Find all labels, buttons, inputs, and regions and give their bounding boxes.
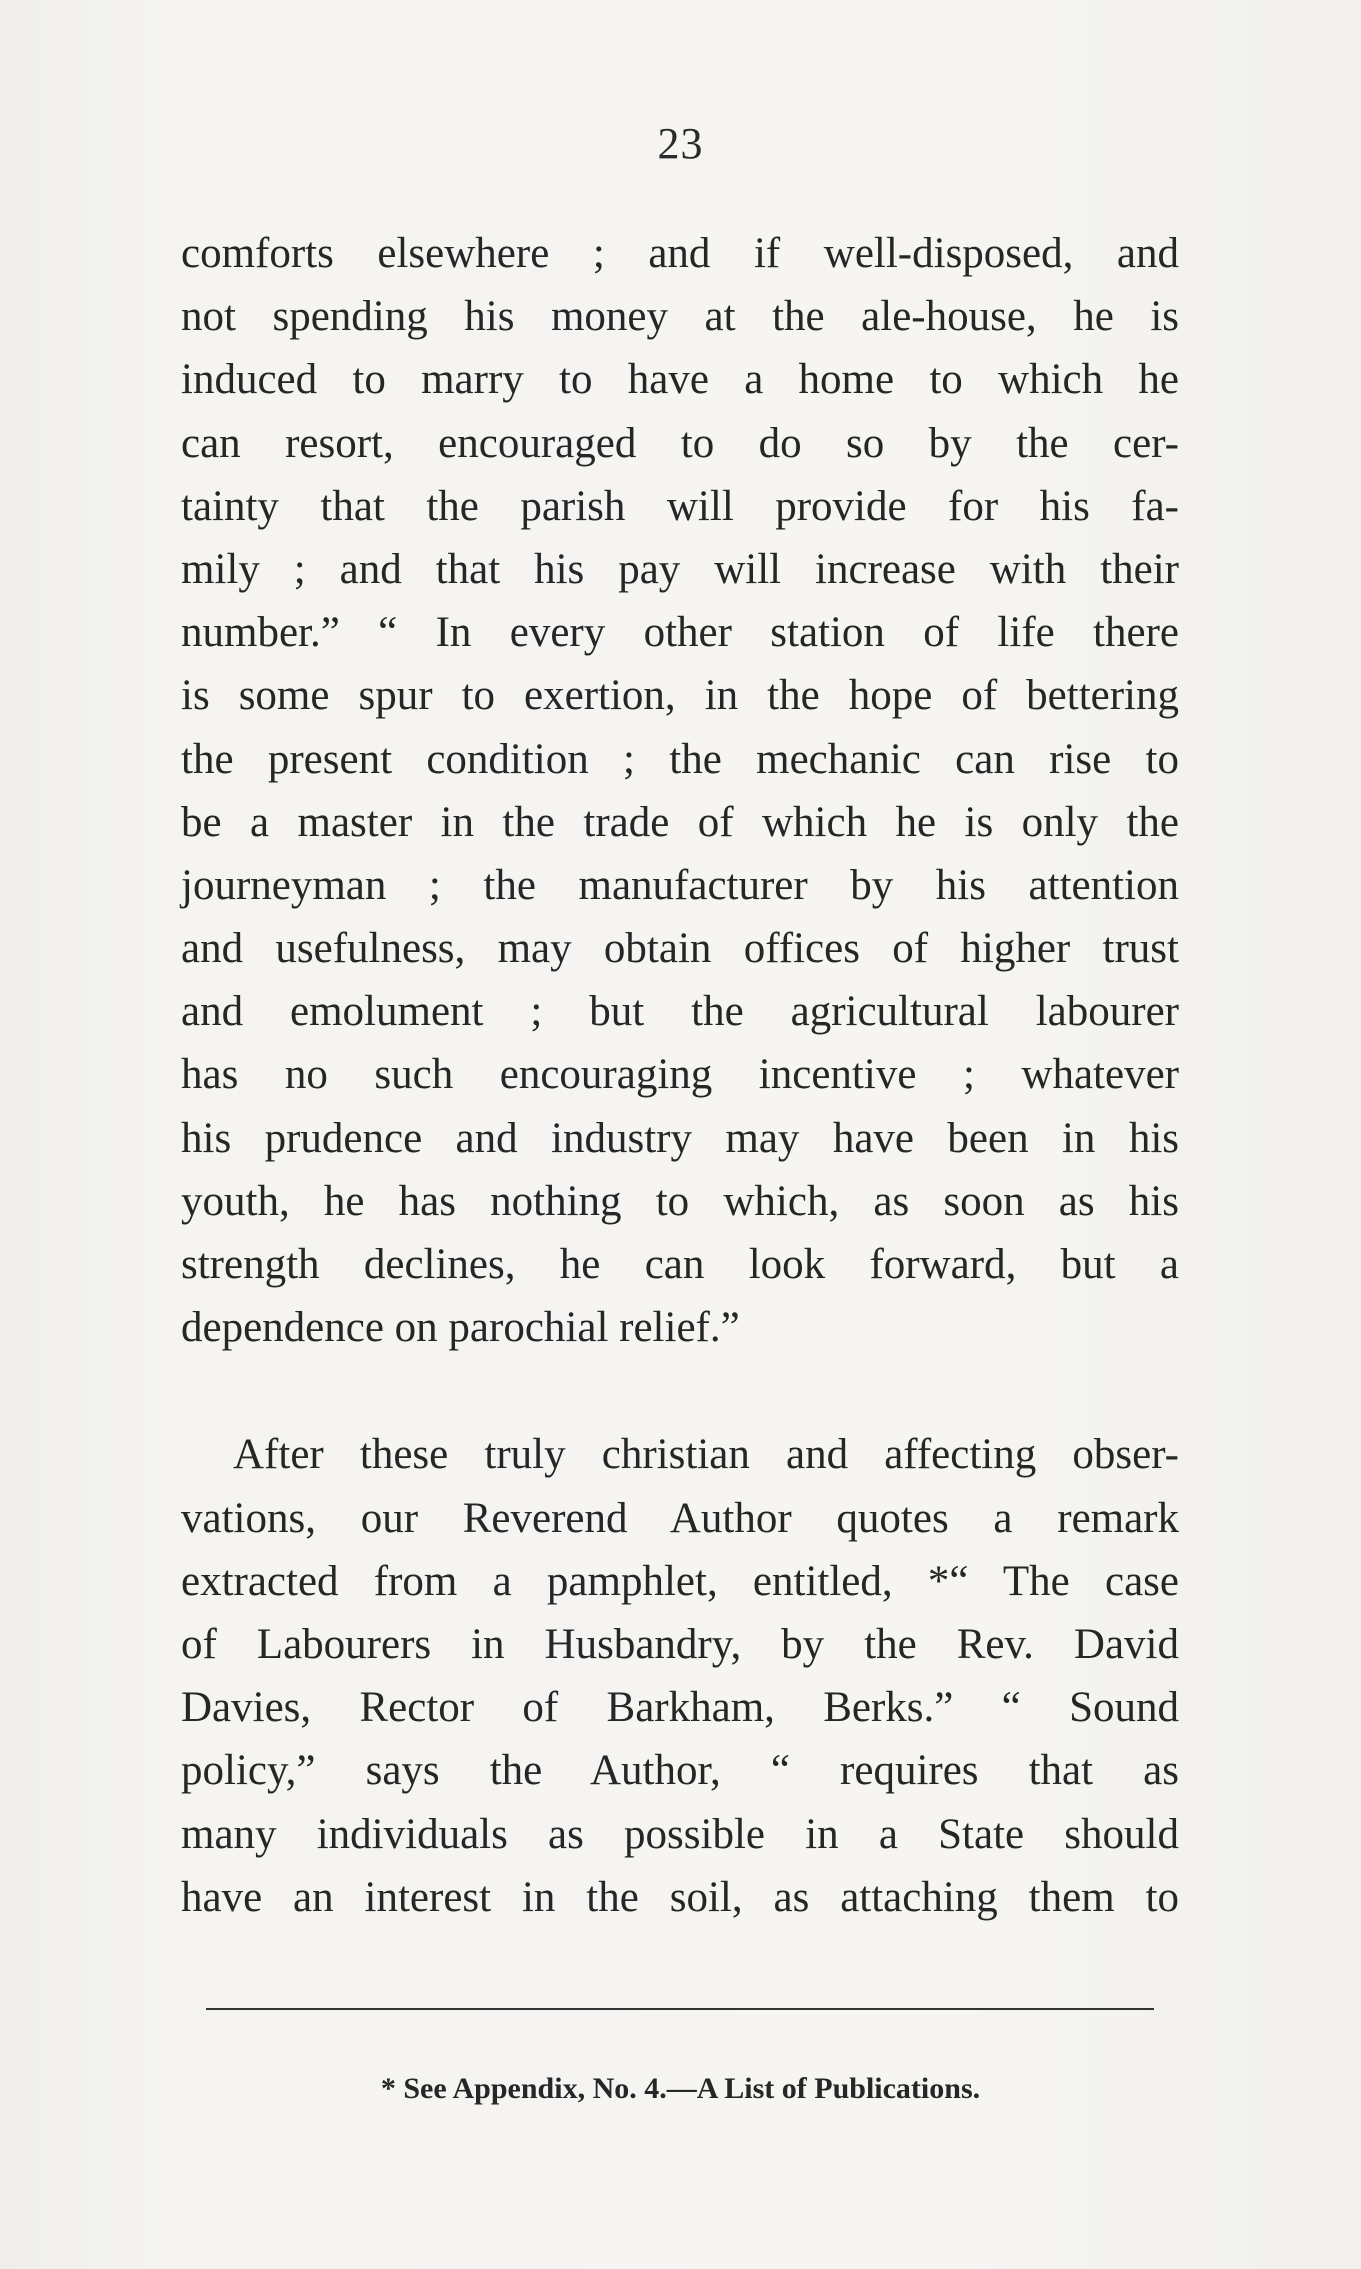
- text-line: mily ; and that his pay will increase with their: [181, 545, 1179, 593]
- text-line: can resort, encouraged to do so by the cer-: [181, 419, 1179, 467]
- text-line: and usefulness, may obtain offices of higher trust: [181, 925, 1179, 973]
- text-line: and emolument ; but the agricultural labourer: [181, 988, 1179, 1036]
- body-text: [181, 222, 1179, 1929]
- text-line: extracted from a pamphlet, entitled, *“ The case: [181, 1557, 1179, 1605]
- text-line: number.” “ In every other station of life there: [181, 609, 1179, 657]
- text-line: of Labourers in Husbandry, by the Rev. David: [181, 1620, 1179, 1668]
- text-line: Davies, Rector of Barkham, Berks.” “ Sound: [181, 1684, 1179, 1732]
- text-line: many individuals as possible in a State should: [181, 1810, 1179, 1858]
- paragraph-1: [181, 222, 1179, 1359]
- page-number: 23: [657, 119, 704, 168]
- footnote-rule: [206, 2008, 1154, 2010]
- text-line: comforts elsewhere ; and if well-disposed, and: [181, 230, 1179, 277]
- text-line: strength declines, he can look forward, but a: [181, 1241, 1179, 1288]
- text-line: be a master in the trade of which he is only the: [181, 798, 1179, 846]
- text-line: the present condition ; the mechanic can rise to: [181, 735, 1179, 783]
- paragraph-2: [181, 1423, 1179, 1929]
- text-line: vations, our Reverend Author quotes a remark: [181, 1494, 1179, 1542]
- text-line: has no such encouraging incentive ; whatever: [181, 1051, 1179, 1099]
- paragraph-gap: [181, 1359, 1179, 1423]
- text-line: not spending his money at the ale-house, he is: [181, 293, 1179, 341]
- text-line: youth, he has nothing to which, as soon as his: [181, 1177, 1179, 1225]
- footnote: * See Appendix, No. 4.—A List of Publications.: [380, 2072, 981, 2105]
- text-line: dependence on parochial relief.”: [181, 1304, 740, 1352]
- text-line: After these truly christian and affecting obser-: [233, 1431, 1179, 1479]
- text-line: have an interest in the soil, as attaching them to: [181, 1873, 1179, 1921]
- text-line: is some spur to exertion, in the hope of bettering: [181, 672, 1179, 720]
- text-line: induced to marry to have a home to which he: [181, 356, 1179, 404]
- text-line: policy,” says the Author, “ requires that as: [181, 1747, 1179, 1795]
- text-line: journeyman ; the manufacturer by his attention: [181, 861, 1179, 909]
- text-line: his prudence and industry may have been in his: [181, 1114, 1179, 1162]
- text-line: tainty that the parish will provide for his fa-: [181, 482, 1179, 530]
